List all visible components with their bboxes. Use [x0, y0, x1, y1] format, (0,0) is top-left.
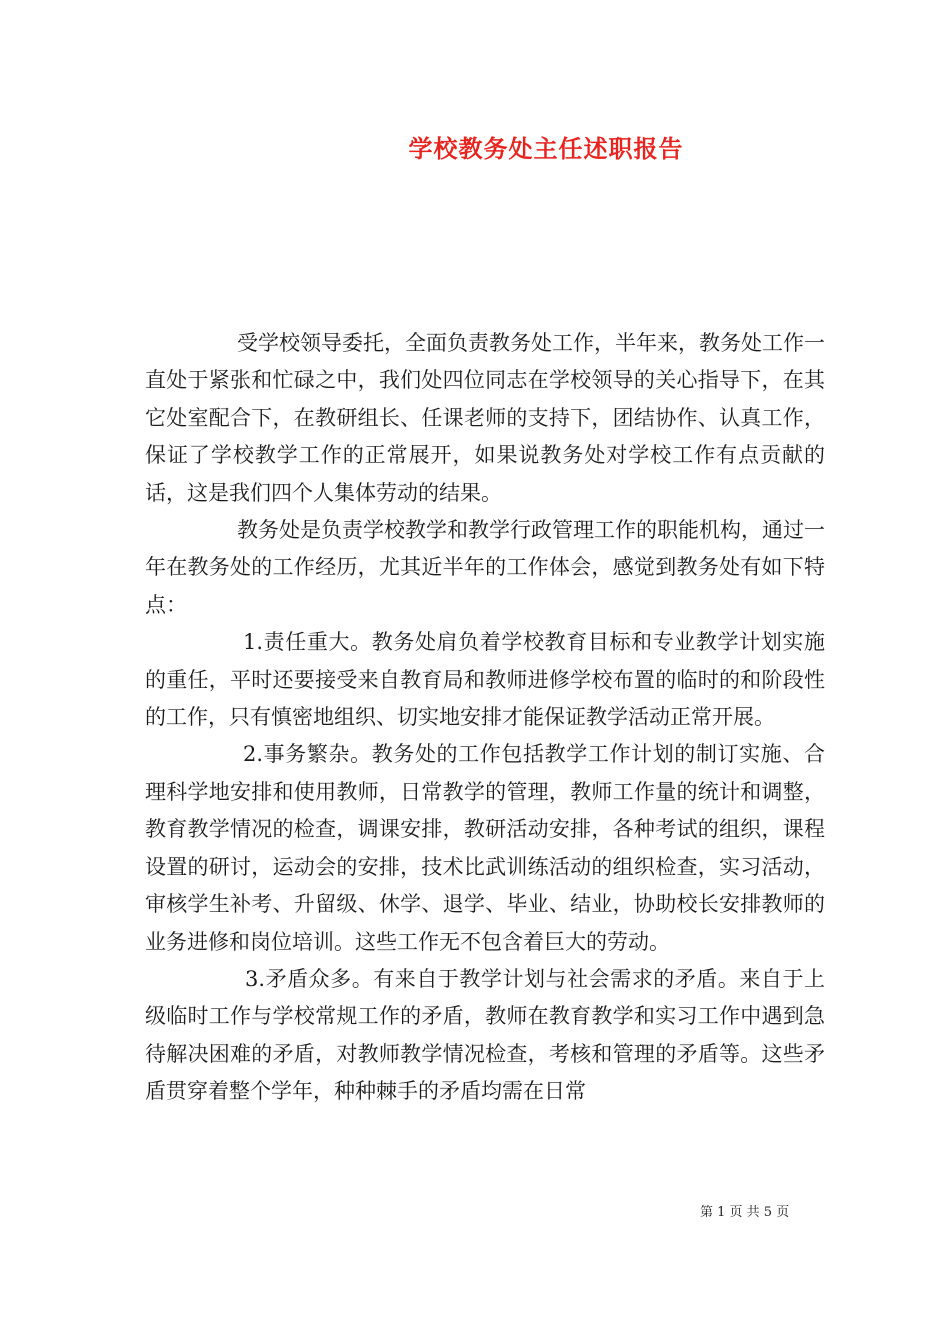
paragraph-complexity: 2.事务繁杂。教务处的工作包括教学工作计划的制订实施、合理科学地安排和使用教师，日常教学的管理，教师工作量的统计和调整，教育教学情况的检查，调课安排，教研活动安排，各种考试的组织，课程设置的研讨，运动会的安排，技术比武训练活动的组织检查，实习活动，审核学生补考、升留级、休学、退学、毕业、结业，协助校长安排教师的业务进修和岗位培训。这些工作无不包含着巨大的劳动。: [145, 742, 825, 954]
document-title: 学校教务处主任述职报告: [408, 134, 684, 163]
paragraph-intro: 受学校领导委托，全面负责教务处工作，半年来，教务处工作一直处于紧张和忙碌之中，我们处四位同志在学校领导的关心指导下，在其它处室配合下，在教研组长、任课老师的支持下，团结协作、认真工作，保证了学校教学工作的正常展开，如果说教务处对学校工作有点贡献的话，这是我们四个人集体劳动的结果。: [145, 331, 825, 505]
document-body: [145, 325, 825, 1111]
paragraph-overview: 教务处是负责学校教学和教学行政管理工作的职能机构，通过一年在教务处的工作经历，尤其近半年的工作体会，感觉到教务处有如下特点：: [145, 518, 825, 617]
page-number: 第 1 页 共 5 页: [700, 1205, 790, 1220]
paragraph-responsibility: 1.责任重大。教务处肩负着学校教育目标和专业教学计划实施的重任，平时还要接受来自教育局和教师进修学校布置的临时的和阶段性的工作，只有慎密地组织、切实地安排才能保证教学活动正常开展。: [145, 630, 825, 730]
paragraph-contradictions: 3.矛盾众多。有来自于教学计划与社会需求的矛盾。来自于上级临时工作与学校常规工作的矛盾，教师在教育教学和实习工作中遇到急待解决困难的矛盾，对教师教学情况检查，考核和管理的矛盾等。这些矛盾贯穿着整个学年，种种棘手的矛盾均需在日常: [145, 966, 825, 1104]
